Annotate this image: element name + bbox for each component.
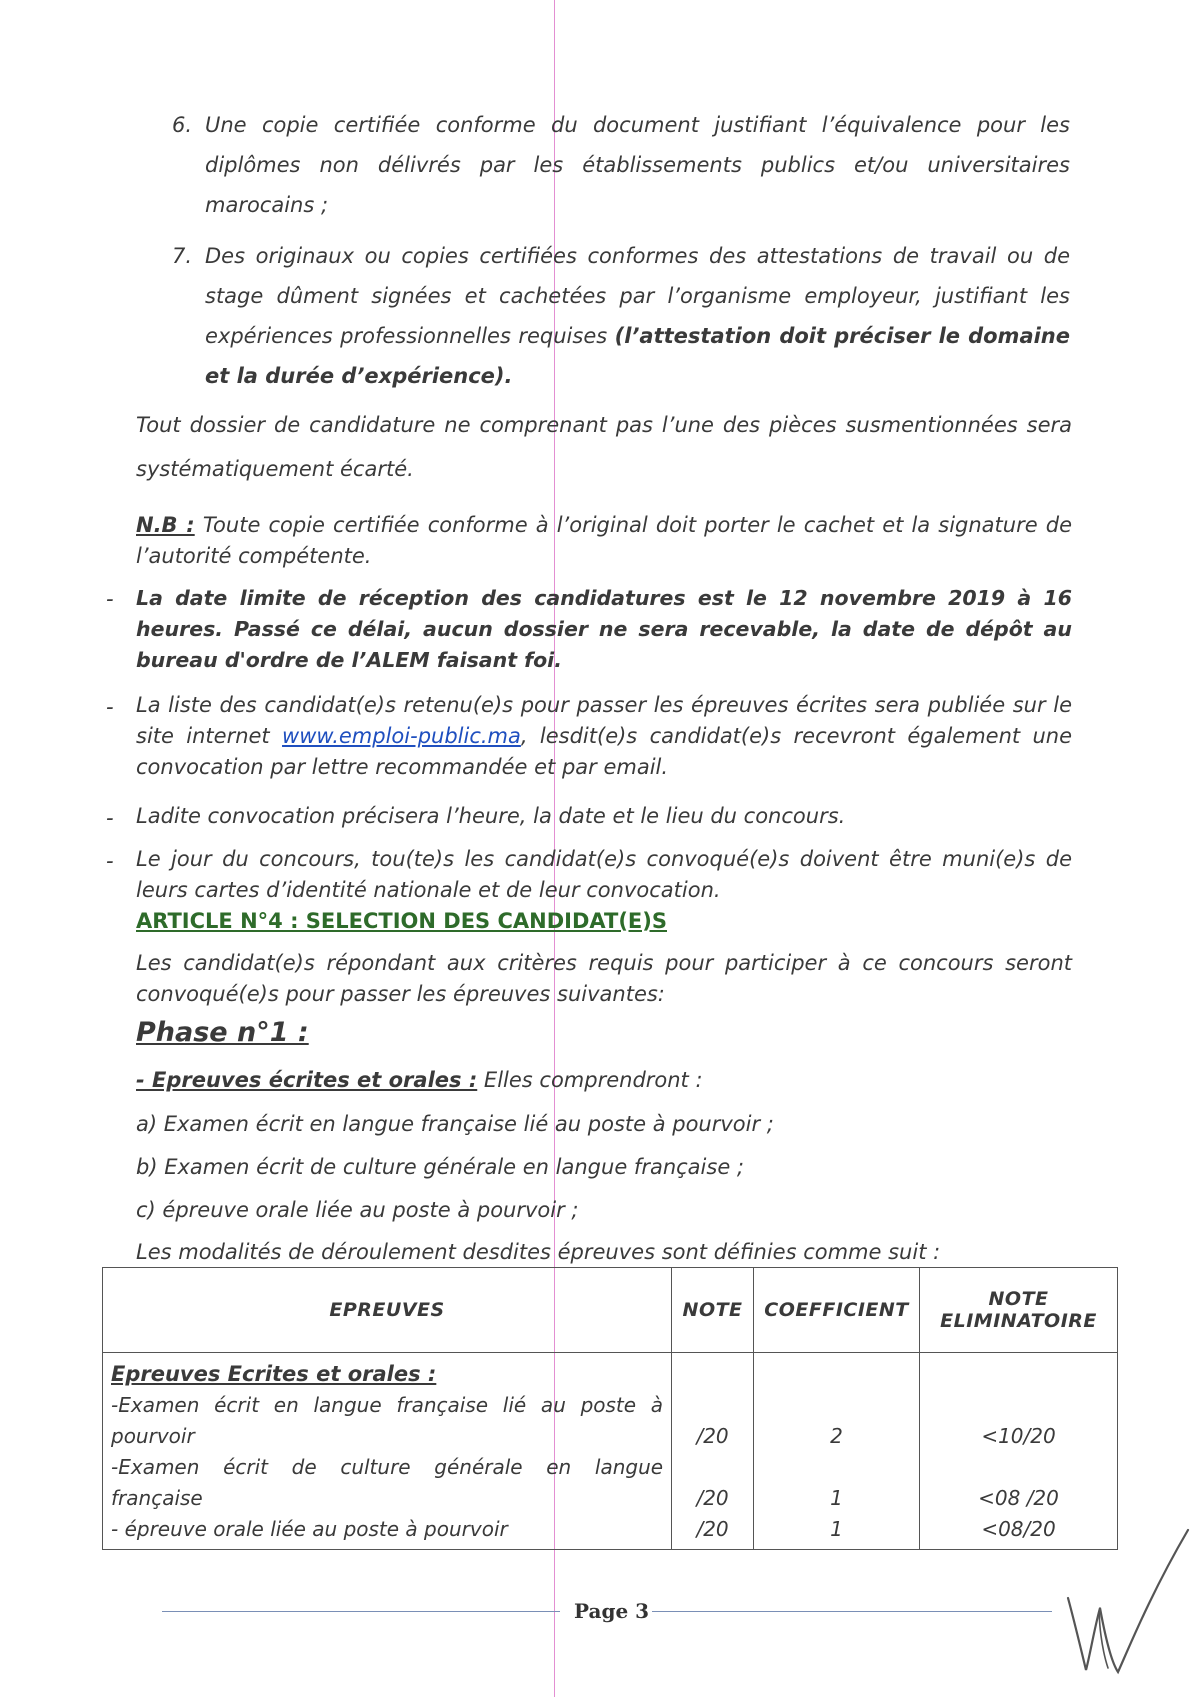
epreuve-line: pourvoir — [111, 1424, 195, 1448]
article-intro: Les candidat(e)s répondant aux critères requis pour participer à ce concours seront convoqué(e)s pour passer les épreuves suivantes: — [136, 951, 1072, 1006]
table-row — [103, 1353, 1118, 1550]
table-header-row — [103, 1268, 1118, 1353]
reject-note: Tout dossier de candidature ne comprenant pas l’une des pièces susmentionnées sera systématiquement écarté. — [136, 413, 1072, 481]
nb-label: N.B : — [136, 513, 195, 537]
header-note-eliminatoire: NOTE ELIMINATOIRE — [920, 1268, 1118, 1353]
bullet-dash: - — [106, 695, 114, 719]
exam-list-item: b) Examen écrit de culture générale en langue française ; — [136, 1155, 744, 1179]
note-value: /20 — [696, 1517, 729, 1541]
elim-value: <08/20 — [981, 1517, 1056, 1541]
results-list-text — [136, 690, 1072, 783]
note-cell — [672, 1353, 754, 1550]
exam-list-item: c) épreuve orale liée au poste à pourvoir ; — [136, 1198, 579, 1222]
deadline-text: La date limite de réception des candidatures est le 12 novembre 2019 à 16 heures. Passé ce délai, aucun dossier ne sera recevable, la date de dépôt au bureau d'ordre de l’ALEM faisant foi. — [136, 586, 1072, 672]
bullet-dash: - — [106, 849, 114, 873]
list-number: 6. — [172, 113, 193, 137]
note-value: /20 — [696, 1486, 729, 1510]
epreuve-line: - épreuve orale liée au poste à pourvoir — [111, 1517, 508, 1541]
convocation-text: Ladite convocation précisera l’heure, la date et le lieu du concours. — [136, 804, 846, 828]
list-item-bold-note: (l’attestation doit préciser le domaine et la durée d’expérience). — [205, 324, 1071, 388]
results-text-start: La liste des candidat(e)s retenu(e)s pour passer les épreuves écrites sera publiée sur le site internet — [136, 693, 1072, 748]
exam-table — [102, 1267, 1118, 1550]
modalites-text: Les modalités de déroulement desdites épreuves sont définies comme suit : — [136, 1240, 941, 1264]
header-epreuves: EPREUVES — [103, 1268, 672, 1353]
nb-text: Toute copie certifiée conforme à l’original doit porter le cachet et la signature de l’autorité compétente. — [136, 513, 1072, 568]
nb-note — [136, 510, 1072, 572]
header-coefficient: COEFFICIENT — [754, 1268, 920, 1353]
list-number: 7. — [172, 244, 193, 268]
bullet-dash: - — [106, 587, 114, 611]
results-text-end: , lesdit(e)s candidat(e)s recevront également une convocation par lettre recommandée et par email. — [136, 724, 1073, 779]
article-title: ARTICLE N°4 : SELECTION DES CANDIDAT(E)S — [136, 909, 667, 933]
elim-value: <10/20 — [981, 1424, 1056, 1448]
coef-value: 1 — [830, 1486, 843, 1510]
elim-value: <08 /20 — [978, 1486, 1059, 1510]
coef-value: 1 — [830, 1517, 843, 1541]
footer-rule-left — [162, 1611, 560, 1612]
list-item-text — [205, 236, 1070, 396]
epreuves-line — [136, 1068, 1072, 1092]
exam-list-item: a) Examen écrit en langue française lié au poste à pourvoir ; — [136, 1112, 774, 1136]
epreuve-line: française — [111, 1486, 203, 1510]
header-note: NOTE — [672, 1268, 754, 1353]
epreuves-text: Elles comprendront : — [483, 1068, 703, 1092]
exam-day-text: Le jour du concours, tou(te)s les candidat(e)s convoqué(e)s doivent être muni(e)s de leurs cartes d’identité nationale et de leur convocation. — [136, 847, 1072, 902]
epreuves-label: - Epreuves écrites et orales : — [136, 1068, 478, 1092]
note-value: /20 — [696, 1424, 729, 1448]
epreuve-line: -Examen écrit de culture générale en langue — [111, 1455, 664, 1479]
footer-rule-right — [652, 1611, 1052, 1612]
list-item-text: Une copie certifiée conforme du document justifiant l’équivalence pour les diplômes non délivrés par les établissements publics et/ou universitaires marocains ; — [205, 113, 1070, 217]
bullet-dash: - — [106, 806, 114, 830]
coef-value: 2 — [830, 1424, 843, 1448]
handwritten-signature — [1060, 1510, 1200, 1690]
epreuves-cell — [103, 1353, 672, 1550]
page-number: Page 3 — [574, 1599, 650, 1623]
coef-cell — [754, 1353, 920, 1550]
list-item-body: Des originaux ou copies certifiées conformes des attestations de travail ou de stage dûment signées et cachetées par l’organisme employeur, justifiant les expériences professionnelles requises — [205, 244, 1070, 348]
emploi-public-link[interactable]: www.emploi-public.ma — [282, 724, 521, 748]
table-group-title: Epreuves Ecrites et orales : — [111, 1362, 437, 1386]
phase-title: Phase n°1 : — [136, 1017, 309, 1048]
epreuve-line: -Examen écrit en langue française lié au poste à — [111, 1393, 664, 1417]
